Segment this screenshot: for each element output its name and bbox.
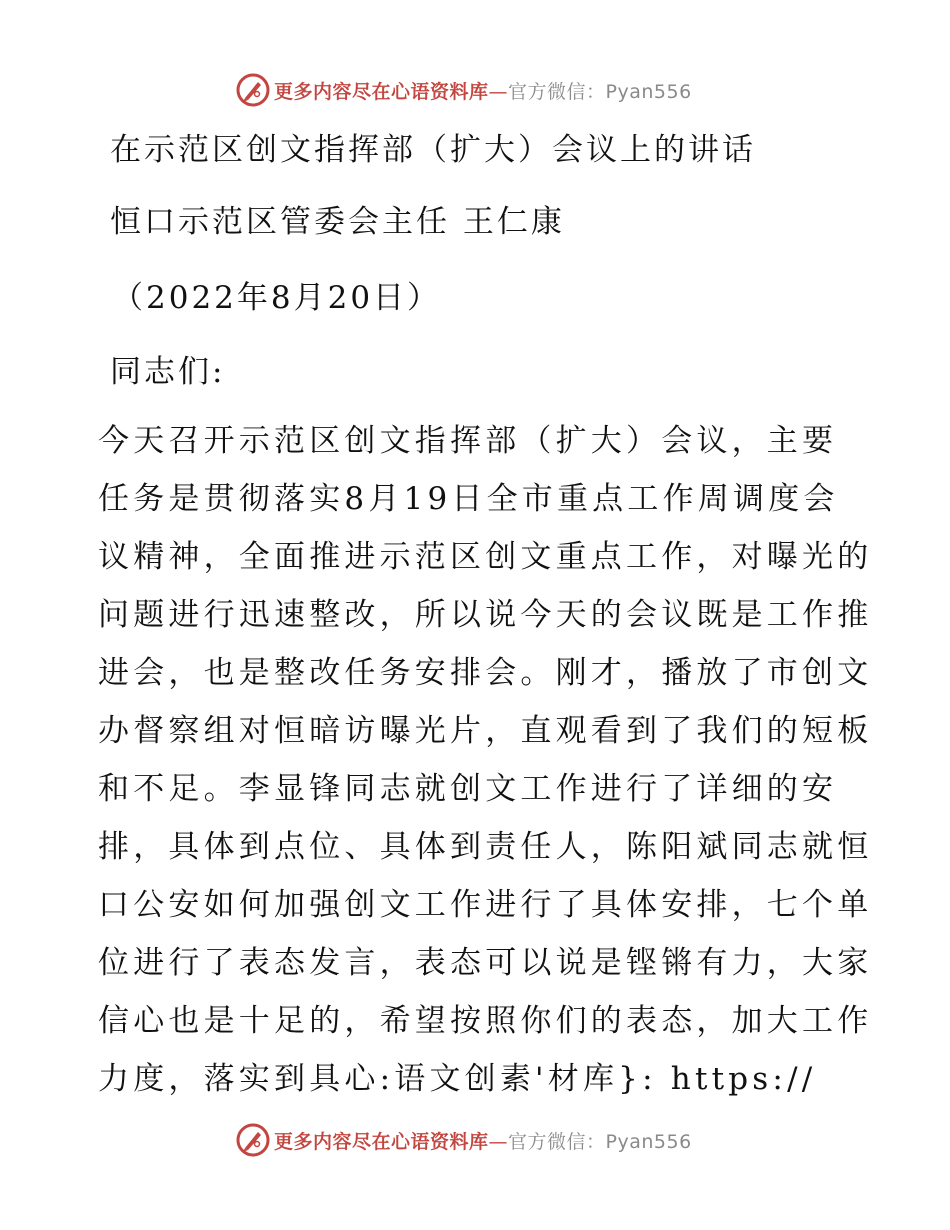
quill-logo-icon bbox=[236, 1123, 270, 1157]
speech-date: （2022年8月20日） bbox=[112, 280, 442, 316]
paragraph-line: 问题进行迅速整改，所以说今天的会议既是工作推 bbox=[98, 597, 873, 633]
watermark-secondary-text: 官方微信：Pyan556 bbox=[508, 80, 692, 103]
paragraph-line: 和不足。李显锋同志就创文工作进行了详细的安 bbox=[98, 771, 838, 807]
watermark-text bbox=[274, 77, 692, 104]
document-title: 在示范区创文指挥部（扩大）会议上的讲话 bbox=[110, 132, 756, 168]
watermark-secondary-text: 官方微信：Pyan556 bbox=[508, 1130, 692, 1153]
paragraph-line: 口公安如何加强创文工作进行了具体安排，七个单 bbox=[98, 887, 873, 923]
paragraph-line: 任务是贯彻落实8月19日全市重点工作周调度会 bbox=[98, 481, 839, 517]
watermark-main-text: 更多内容尽在心语资料库 bbox=[274, 1130, 489, 1153]
paragraph-line: 位进行了表态发言，表态可以说是铿锵有力，大家 bbox=[98, 945, 873, 981]
watermark-text bbox=[274, 1127, 692, 1154]
paragraph-line: 排，具体到点位、具体到责任人，陈阳斌同志就恒 bbox=[98, 829, 873, 865]
watermark-separator: — bbox=[488, 1130, 509, 1153]
speech-paragraph bbox=[98, 412, 873, 1108]
speaker-line: 恒口示范区管委会主任 王仁康 bbox=[110, 204, 565, 240]
paragraph-line: 信心也是十足的，希望按照你们的表态，加大工作 bbox=[98, 1003, 873, 1039]
watermark-main-text: 更多内容尽在心语资料库 bbox=[274, 80, 489, 103]
salutation: 同志们: bbox=[110, 354, 226, 390]
paragraph-line: 今天召开示范区创文指挥部（扩大）会议，主要 bbox=[98, 423, 838, 459]
header-watermark bbox=[236, 72, 716, 108]
paragraph-line: 办督察组对恒暗访曝光片，直观看到了我们的短板 bbox=[98, 713, 873, 749]
paragraph-line: 进会，也是整改任务安排会。刚才，播放了市创文 bbox=[98, 655, 873, 691]
paragraph-line: 力度，落实到具心:语文创素'材库}: https:// bbox=[98, 1061, 817, 1097]
quill-logo-icon bbox=[236, 73, 270, 107]
footer-watermark bbox=[236, 1122, 716, 1158]
paragraph-line: 议精神，全面推进示范区创文重点工作，对曝光的 bbox=[98, 539, 873, 575]
watermark-separator: — bbox=[488, 80, 509, 103]
